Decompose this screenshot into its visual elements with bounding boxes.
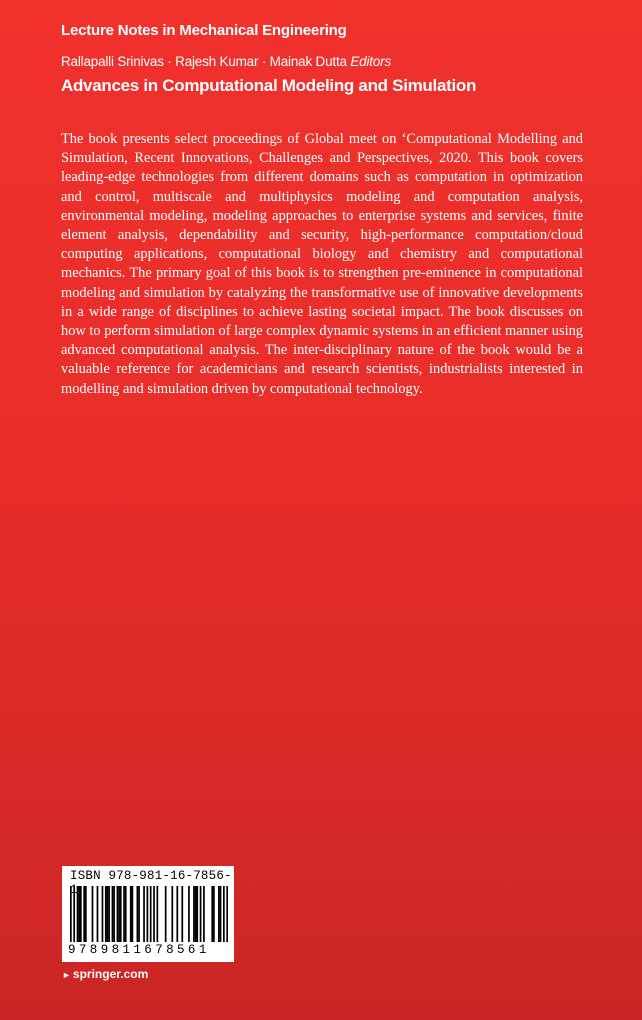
- barcode-bar: [218, 886, 220, 942]
- editors-line: [61, 54, 391, 69]
- barcode-bar: [112, 886, 114, 942]
- barcode-bar: [130, 886, 132, 942]
- barcode-bar: [113, 886, 115, 942]
- barcode-bar: [188, 886, 190, 942]
- barcode-bar: [78, 886, 80, 942]
- barcode-bar: [195, 886, 197, 942]
- barcode-bars: [70, 886, 228, 942]
- barcode-bar: [200, 886, 202, 942]
- editor-names: Rallapalli Srinivas · Rajesh Kumar · Mainak Dutta: [61, 54, 347, 69]
- barcode-bar: [73, 886, 75, 942]
- barcode-bar: [196, 886, 198, 942]
- barcode-bar: [213, 886, 215, 942]
- arrow-right-icon: ►: [62, 970, 71, 980]
- barcode-bar: [203, 886, 205, 942]
- barcode-bar: [147, 886, 149, 942]
- barcode-bar: [138, 886, 140, 942]
- barcode-bar: [220, 886, 222, 942]
- barcode-bar: [226, 886, 228, 942]
- book-description: The book presents select proceedings of Global meet on ‘Computational Modelling and Simulation, Recent Innovations, Challenges and Perspectives, 2020. This book covers leading-edge technologies from different domains such as computation in optimization and control, multiscale and multiphysics modeling and computation analysis, environmental modeling, modeling approaches to enterprise systems and services, finite element analysis, dependability and security, high-performance computation/cloud computing applications, computational biology and chemistry and computational mechanics. The primary goal of this book is to strengthen pre-eminence in computational modeling and simulation by catalyzing the transformative use of innovative developments in a wide range of disciplines to achieve lasting societal impact. The book discusses on how to perform simulation of large complex dynamic systems in an efficient manner using advanced computational analysis. The inter-disciplinary nature of the book would be a valuable reference for academicians and research scientists, industrialists interested in modelling and simulation driven by computational technology.: [61, 131, 583, 397]
- barcode-bar: [153, 886, 155, 942]
- barcode-bar: [108, 886, 110, 942]
- isbn-barcode: [62, 866, 234, 962]
- barcode-bar: [123, 886, 125, 942]
- barcode-bar: [118, 886, 120, 942]
- barcode-bar: [70, 886, 72, 942]
- barcode-bar: [125, 886, 127, 942]
- barcode-bar: [223, 886, 225, 942]
- barcode-bar: [165, 886, 167, 942]
- barcode-bar: [181, 886, 183, 942]
- book-title: Advances in Computational Modeling and Simulation: [61, 76, 477, 95]
- barcode-bar: [120, 886, 122, 942]
- barcode-bar: [92, 886, 94, 942]
- barcode-bar: [102, 886, 104, 942]
- barcode-bar: [176, 886, 178, 942]
- isbn-label: ISBN 978-981-16-7856-: [70, 869, 232, 883]
- barcode-bar: [105, 886, 107, 942]
- barcode-bar: [137, 886, 139, 942]
- barcode-bar: [85, 886, 87, 942]
- barcode-bar: [150, 886, 152, 942]
- editors-role: Editors: [350, 54, 391, 69]
- barcode-bar: [83, 886, 85, 942]
- barcode-bar: [77, 886, 79, 942]
- barcode-bar: [97, 886, 99, 942]
- series-title: Lecture Notes in Mechanical Engineering: [61, 22, 347, 39]
- barcode-digits: 9789811678561: [68, 943, 210, 957]
- barcode-bar: [117, 886, 119, 942]
- barcode-bar: [156, 886, 158, 942]
- barcode-bar: [211, 886, 213, 942]
- barcode-bar: [193, 886, 195, 942]
- publisher-website-link[interactable]: [62, 967, 148, 981]
- barcode-bar: [143, 886, 145, 942]
- barcode-bar: [171, 886, 173, 942]
- barcode-bar: [132, 886, 134, 942]
- publisher-website-text: springer.com: [72, 967, 149, 981]
- barcode-bar: [107, 886, 109, 942]
- barcode-bar: [80, 886, 82, 942]
